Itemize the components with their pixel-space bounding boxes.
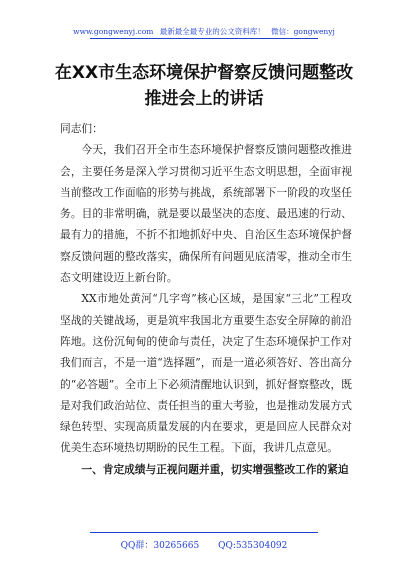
section-heading-1: 一、肯定成绩与正视问题并重，切实增强整改工作的紧迫 — [81, 462, 349, 476]
page-footer — [0, 538, 408, 551]
footer-qq: QQ:535304092 — [218, 541, 288, 551]
document-title — [40, 60, 368, 112]
title-line-1: 在XX市生态环境保护督察反馈问题整改 — [54, 63, 354, 83]
header-slogan: 最新最全最专业的公文资料库！ — [159, 27, 265, 36]
title-line-2: 推进会上的讲话 — [144, 89, 264, 109]
paragraph-1: 今天，我们召开全市生态环境保护督察反馈问题整改推进会，主要任务是深入学习贯彻习近平生态文明思想，全面审视当前整改工作面临的形势与挑战，系统部署下一阶段的攻坚任务。目的非常明确，就是要以最坚决的态度、最迅速的行动、最有力的措施，不折不扣地抓好中央、自治区生态环境保护督察反馈问题的整改落实，确保所有问题见底清零，推动全市生态文明建设迈上新台阶。 — [60, 143, 352, 285]
header-wechat: 微信：gongwenyj — [271, 27, 335, 36]
header-divider — [90, 38, 318, 39]
page-header — [0, 26, 408, 37]
salutation: 同志们： — [60, 122, 103, 135]
header-website[interactable]: www.gongwenyj.com — [73, 27, 154, 36]
document-body — [60, 118, 352, 480]
footer-qq-group: QQ群：30265665 — [120, 541, 200, 551]
paragraph-2: XX市地处黄河“几字弯”核心区域，是国家“三北”工程攻坚战的关键战场，更是筑牢我国北方重要生态安全屏障的前沿阵地。这份沉甸甸的使命与责任，决定了生态环境保护工作对我们而言，不是一道“选择题”，而是一道必须答好、答出高分的“必答题”。全市上下必须清醒地认识到，抓好督察整改，既是对我们政治站位、责任担当的重大考验，也是推动发展方式绿色转型、实现高质量发展的内在要求，更是回应人民群众对优美生态环境热切期盼的民生工程。下面，我讲几点意见。 — [60, 292, 352, 455]
footer-divider — [90, 532, 318, 533]
